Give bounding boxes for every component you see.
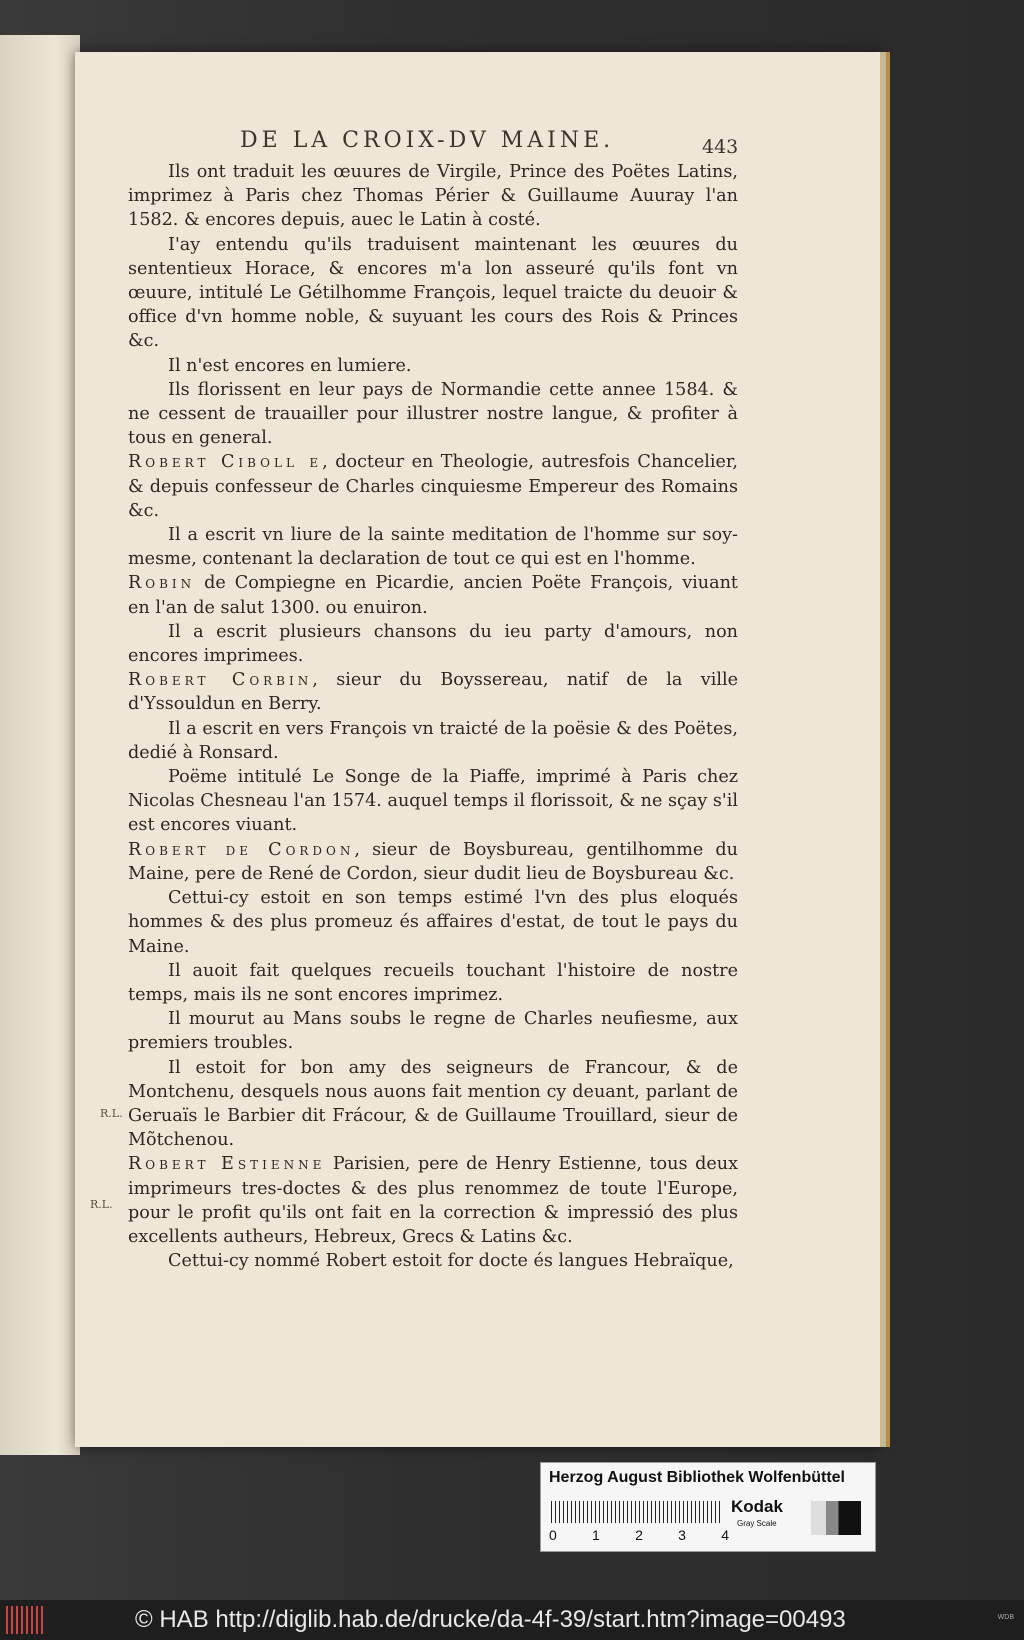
entry-text: , sieur du Boyssereau, natif de la ville d'Yssouldun en Berry. [128, 670, 738, 715]
entry-text: , sieur de Boysbureau, gentilhomme du Maine, pere de René de Cordon, sieur dudit lieu de Boysbureau &c. [128, 839, 738, 884]
author-entry [128, 1152, 738, 1249]
gray-scale-caption: Gray Scale [737, 1519, 777, 1528]
author-name: Robert de Cordon [128, 839, 355, 860]
ruler-tick: 3 [678, 1527, 686, 1543]
paragraph: Il estoit for bon amy des seigneurs de Francour, & de Montchenu, desquels nous auons fait mention cy deuant, parlant de Geruaïs le Barbier dit Frácour, & de Guillaume Trouillard, sieur de Mõtchenou. [128, 1057, 738, 1151]
entry-text: de Compiegne en Picardie, ancien Poëte François, viuant en l'an de salut 1300. ou enuiron. [128, 573, 738, 618]
footer-bar [0, 1600, 1024, 1640]
author-name: Robin [128, 573, 196, 594]
ruler-tick: 1 [592, 1527, 600, 1543]
ruler-tick: 0 [549, 1527, 557, 1543]
entry-text: , docteur en Theologie, autresfois Chancelier, & depuis confesseur de Charles cinquiesme Empereur des Romains &c. [128, 452, 738, 521]
previous-page-edge [0, 35, 80, 1455]
ruler-ticks [549, 1527, 729, 1543]
footer-mark: WDB [997, 1614, 1014, 1621]
author-entry [128, 571, 738, 619]
library-name: Herzog August Bibliothek Wolfenbüttel [549, 1469, 845, 1486]
ruler-tick: 2 [635, 1527, 643, 1543]
paragraph: Il auoit fait quelques recueils touchant l'histoire de nostre temps, mais ils ne sont encores imprimez. [128, 960, 738, 1005]
page-body-text [128, 160, 738, 1273]
ruler-tick: 4 [721, 1527, 729, 1543]
footer-url[interactable]: © HAB http://diglib.hab.de/drucke/da-4f-39/start.htm?image=00493 [135, 1606, 846, 1633]
author-name: Robert Corbin [128, 670, 313, 691]
paragraph: Il mourut au Mans soubs le regne de Charles neufiesme, aux premiers troubles. [128, 1009, 738, 1054]
running-head: DE LA CROIX-DV MAINE. [240, 128, 615, 153]
kodak-logo: Kodak [731, 1497, 783, 1516]
author-name: Robert Ciboll e [128, 452, 323, 473]
author-entry [128, 668, 738, 716]
author-name: Robert Estienne [128, 1154, 326, 1175]
paragraph: Cettui-cy estoit en son temps estimé l'vn des plus eloqués hommes & des plus promeuz és affaires d'estat, de tout le pays du Maine. [128, 888, 738, 957]
color-scale-label [540, 1462, 876, 1552]
paragraph: Il n'est encores en lumiere. [168, 355, 412, 376]
margin-note: R.L. [100, 1107, 123, 1120]
paragraph: Il a escrit plusieurs chansons du ieu party d'amours, non encores imprimees. [128, 621, 738, 667]
paragraph: Il a escrit en vers François vn traicté de la poësie & des Poëtes, dedié à Ronsard. [128, 718, 738, 763]
paragraph: Poëme intitulé Le Songe de la Piaffe, imprimé à Paris chez Nicolas Chesneau l'an 1574. auquel temps il florissoit, & ne sçay s'il est encores viuant. [128, 767, 738, 836]
page-number: 443 [702, 136, 739, 158]
entry-text: Parisien, pere de Henry Estienne, tous deux imprimeurs tres-doctes & des plus renommez de toute l'Europe, pour le profit qu'ils ont fait en la correction & impressió des plus excellents autheurs, Hebreux, Grecs & Latins &c. [128, 1154, 738, 1247]
paragraph: Il a escrit vn liure de la sainte meditation de l'homme sur soy-mesme, contenant la declaration de tout ce qui est en l'homme. [128, 525, 738, 570]
gray-scale-patch [811, 1501, 861, 1535]
paragraph: I'ay entendu qu'ils traduisent maintenant les œuures du sententieux Horace, & encores m'a lon asseuré qu'ils font vn œuure, intitulé Le Gétilhomme François, lequel traicte du deuoir & office d'vn homme noble, & suyuant les cours des Rois & Princes &c. [128, 234, 738, 352]
margin-note: R.L. [90, 1198, 113, 1211]
scale-ruler [551, 1501, 723, 1523]
paragraph: Ils florissent en leur pays de Normandie cette annee 1584. & ne cessent de trauailler pour illustrer nostre langue, & profiter à tous en general. [128, 379, 738, 449]
paragraph: Cettui-cy nommé Robert estoit for docte és langues Hebraïque, [168, 1251, 734, 1272]
author-entry [128, 838, 738, 886]
author-entry [128, 450, 738, 523]
hab-logo-icon [6, 1606, 46, 1634]
paragraph: Ils ont traduit les œuures de Virgile, Prince des Poëtes Latins, imprimez à Paris chez Thomas Périer & Guillaume Auuray l'an 1582. & encores depuis, auec le Latin à costé. [128, 162, 738, 231]
